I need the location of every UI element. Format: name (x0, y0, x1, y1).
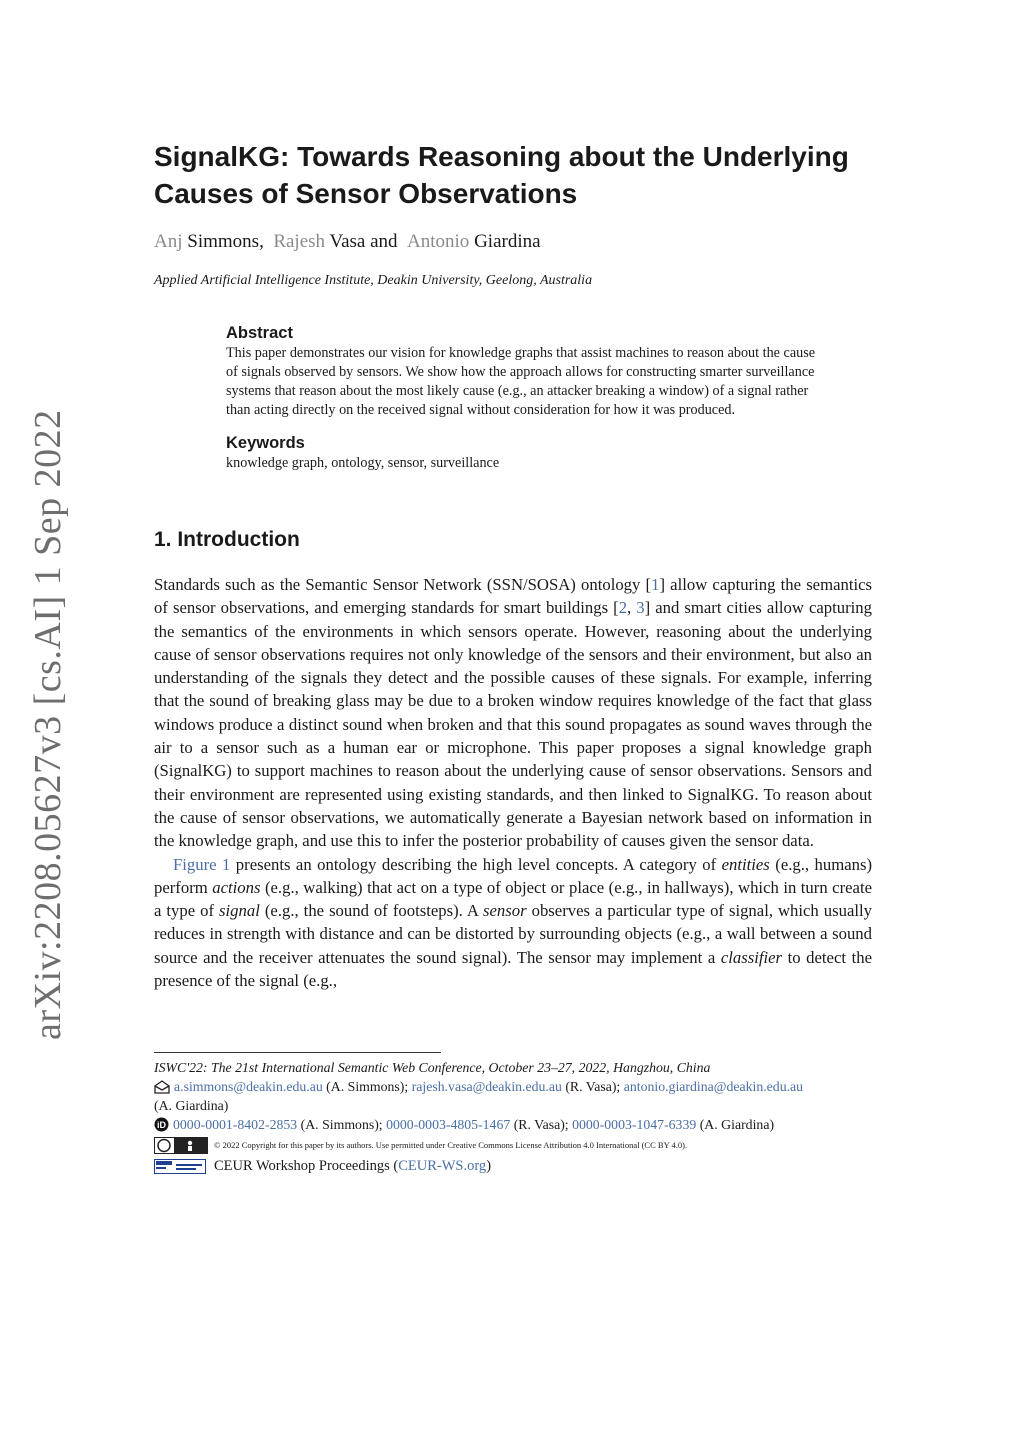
abstract-heading: Abstract (226, 324, 293, 342)
text-run: (e.g., the sound of footsteps). A (259, 901, 484, 921)
text-run: Standards such as the Semantic Sensor Network (SSN/SOSA) ontology [ (154, 575, 652, 594)
abstract-line: of signals observed by sensors. We show how the approach allows for constructing smarter surveillance (226, 364, 815, 380)
email-author: (A. Simmons); (322, 1079, 412, 1094)
emphasis: classifier (720, 947, 782, 967)
title-line-2: Causes of Sensor Observations (154, 178, 578, 209)
section-heading-introduction: 1. Introduction (154, 528, 300, 551)
keywords-heading: Keywords (226, 434, 305, 452)
footnotes (154, 1052, 874, 1176)
ceur-prefix: CEUR Workshop Proceedings ( (214, 1158, 399, 1174)
author-given-name: Rajesh (273, 231, 326, 252)
ceur-row (154, 1157, 874, 1176)
orcid-author: (A. Simmons); (297, 1117, 387, 1132)
title-line-1: SignalKG: Towards Reasoning about the Underlying (154, 141, 849, 172)
citation-link[interactable]: 2 (618, 598, 628, 618)
author-separator: , (259, 231, 264, 252)
footnote-rule (154, 1052, 441, 1053)
abstract-line: This paper demonstrates our vision for knowledge graphs that assist machines to reason about the cause (226, 345, 816, 361)
text-run: to detect the presence of the signal (e.g., (154, 947, 872, 991)
figure-reference-link[interactable]: Figure 1 (173, 854, 231, 874)
orcid-link[interactable]: 0000-0003-1047-6339 (572, 1117, 697, 1132)
paper-title (154, 138, 894, 212)
text-run: ] allow capturing the semantics of sensor observations, and emerging standards for smart buildings [ (154, 575, 872, 618)
text-run: , (627, 598, 637, 618)
email-continuation: (A. Giardina) (154, 1098, 229, 1113)
ceur-suffix: ) (486, 1158, 492, 1174)
license-row (154, 1136, 874, 1155)
abstract-text (226, 344, 874, 420)
keywords-text: knowledge graph, ontology, sensor, surveillance (226, 455, 500, 471)
orcid-line (154, 1115, 874, 1134)
text-run: observes a particular type of signal, which usually reduces in strength with distance and can be distorted by surrounding objects (e.g., a wall between a sound source and the receiver attenuates the sound signal). The sensor may implement a (154, 901, 872, 967)
introduction-body (154, 573, 872, 992)
text-run: (e.g., humans) perform (154, 854, 872, 897)
orcid-author: (A. Giardina) (696, 1117, 775, 1132)
abstract-line: than acting directly on the received signal without consideration for how it was produced. (226, 402, 736, 418)
svg-text:iD: iD (157, 1120, 166, 1130)
citation-link[interactable]: 3 (636, 598, 645, 618)
author-separator: and (370, 231, 398, 252)
author-given-name: Antonio (407, 231, 470, 252)
emphasis: entities (721, 854, 770, 874)
ceur-proceedings (214, 1157, 491, 1176)
license-text: © 2022 Copyright for this paper by its authors. Use permitted under Creative Commons License Attribution 4.0 International (CC BY 4.0). (214, 1140, 688, 1150)
author-family-name: Vasa (329, 231, 366, 252)
author-given-name: Anj (154, 231, 183, 252)
ceur-link[interactable]: CEUR-WS.org (398, 1158, 487, 1174)
cc-by-badge-icon (154, 1137, 208, 1154)
author-family-name: Simmons (187, 231, 260, 252)
text-run: ] and smart cities allow capturing the semantics of the environments in which sensors operate. However, reasoning about the underlying cause of sensor observations requires not only knowledge of the sensors and their environment, but also an understanding of the signals they detect and the possible causes of these signals. For example, inferring that the sound of breaking glass may be due to a broken window requires knowledge of the fact that glass windows produce a distinct sound when broken and that this sound propagates as sound waves through the air to a sensor such as a human ear or microphone. This paper proposes a signal knowledge graph (SignalKG) to support machines to reason about the underlying cause of sensor observations. Sensors and their environment are represented using existing standards, and then linked to SignalKG. To reason about the cause of sensor observations, we automatically generate a Bayesian network based on information in the knowledge graph, and use this to infer the posterior probability of causes given the sensor data. (154, 598, 872, 851)
abstract-line: systems that reason about the most likely cause (e.g., an attacker breaking a window) of a signal rather (226, 383, 809, 399)
email-link[interactable]: antonio.giardina@deakin.edu.au (623, 1079, 804, 1094)
orcid-author: (R. Vasa); (510, 1117, 573, 1132)
email-link[interactable]: rajesh.vasa@deakin.edu.au (411, 1079, 562, 1094)
abstract-block (226, 322, 874, 473)
orcid-link[interactable]: 0000-0001-8402-2853 (173, 1117, 298, 1132)
conference-note: ISWC'22: The 21st International Semantic Web Conference, October 23–27, 2022, Hangzhou, China (154, 1060, 711, 1075)
arxiv-identifier: arXiv:2208.05627v3 [cs.AI] 1 Sep 2022 (27, 409, 69, 1040)
citation-link[interactable]: 1 (651, 575, 660, 594)
envelope-icon (154, 1080, 170, 1094)
orcid-icon (154, 1117, 169, 1132)
emphasis: signal (219, 901, 260, 921)
affiliation: Applied Artificial Intelligence Institute, Deakin University, Geelong, Australia (154, 273, 593, 288)
author-list (154, 230, 541, 254)
text-run: presents an ontology describing the high level concepts. A category of (230, 854, 722, 874)
paragraph (154, 573, 872, 853)
orcid-link[interactable]: 0000-0003-4805-1467 (386, 1117, 511, 1132)
author-family-name: Giardina (474, 231, 541, 252)
ceur-logo-icon (154, 1159, 206, 1174)
email-line (154, 1077, 874, 1096)
text-run: (e.g., walking) that act on a type of object or place (e.g., in hallways), which in turn create a type of (154, 877, 872, 921)
email-link[interactable]: a.simmons@deakin.edu.au (174, 1079, 323, 1094)
emphasis: sensor (483, 901, 527, 921)
emphasis: actions (212, 877, 261, 897)
paragraph (154, 853, 872, 993)
email-author: (R. Vasa); (561, 1079, 624, 1094)
